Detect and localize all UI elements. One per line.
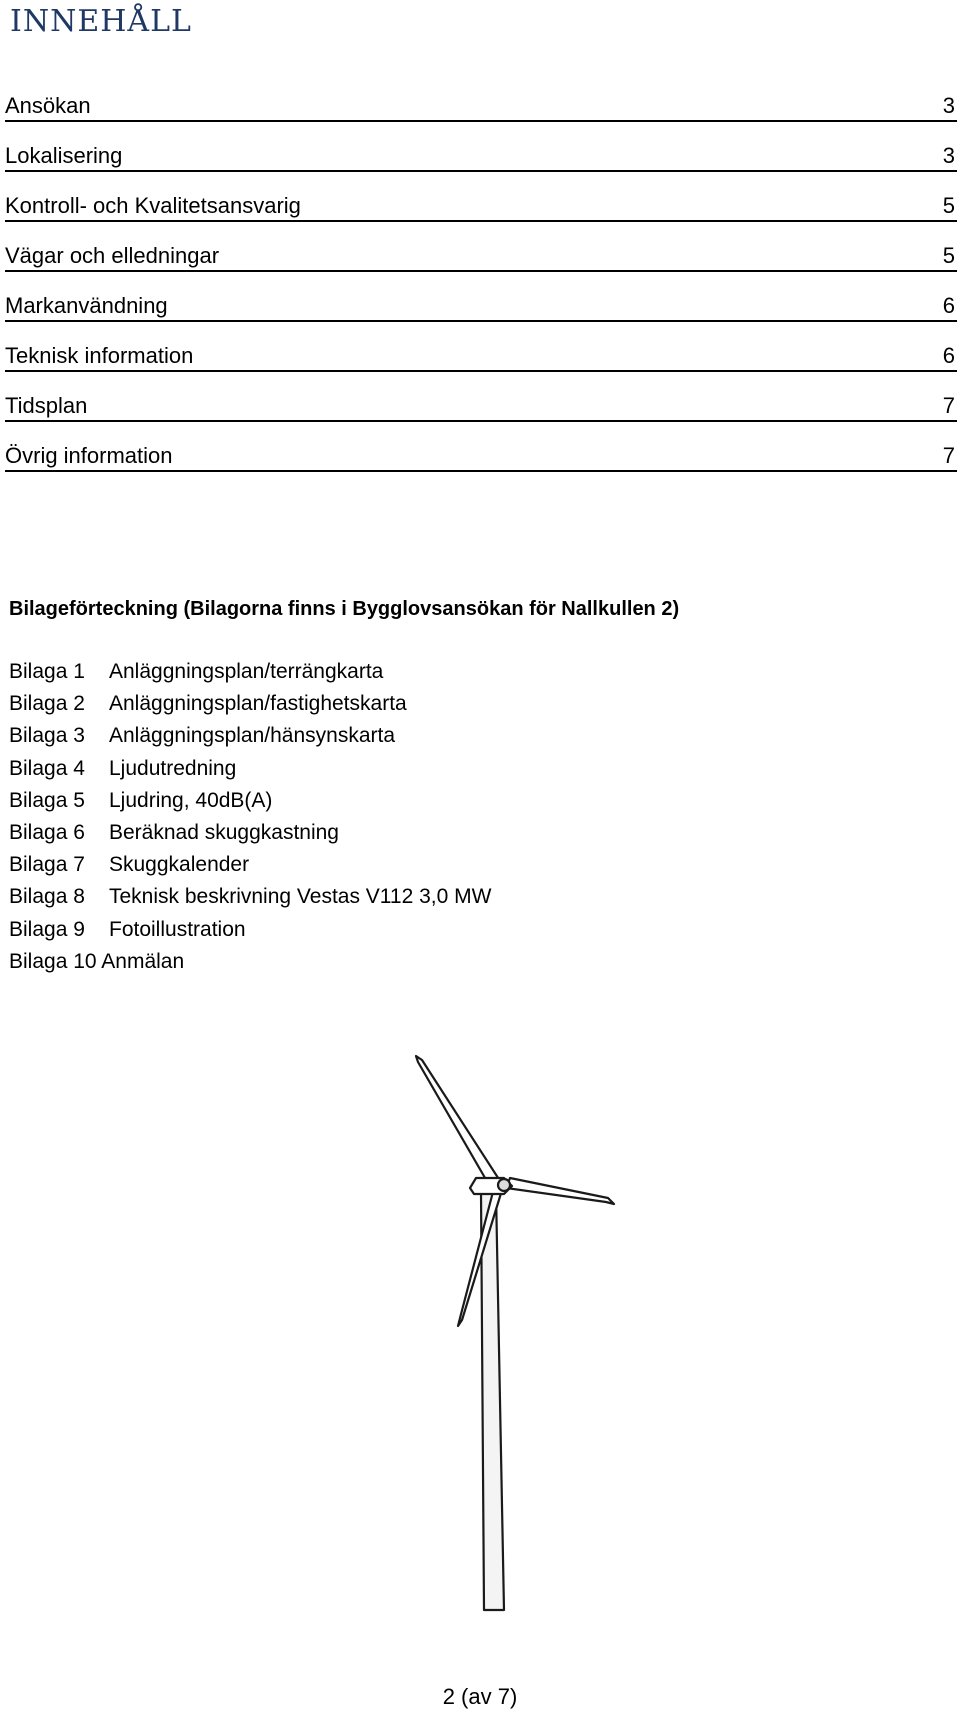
attachment-label: Ljudutredning (109, 756, 237, 780)
attachment-number: Bilaga 9 (9, 917, 85, 941)
attachment-number: Bilaga 1 (9, 660, 85, 683)
toc-label: Vägar och elledningar (5, 243, 220, 268)
attachment-label: Ljudring, 40dB(A) (109, 788, 273, 812)
attachment-label: Anläggningsplan/terrängkarta (109, 660, 384, 683)
toc-label: Lokalisering (5, 143, 123, 168)
page-number: 2 (av 7) (442, 1684, 518, 1709)
attachment-number: Bilaga 8 (9, 885, 85, 909)
toc-row (5, 372, 957, 422)
toc-row (5, 122, 957, 172)
toc-row (5, 222, 957, 272)
toc-page-number: 3 (942, 143, 955, 168)
attachment-label: Anläggningsplan/fastighetskarta (109, 692, 407, 716)
attachments-heading: Bilageförteckning (Bilagorna finns i Bygglovsansökan för Nallkullen 2) (9, 598, 680, 620)
list-item (9, 946, 491, 978)
list-item (9, 785, 491, 817)
toc-page-number: 7 (942, 443, 955, 468)
attachment-number: Bilaga 7 (9, 853, 85, 877)
attachment-label: Teknisk beskrivning Vestas V112 3,0 MW (109, 885, 492, 909)
toc-row (5, 422, 957, 472)
table-of-contents (5, 92, 957, 472)
attachment-number: Bilaga 2 (9, 692, 85, 716)
toc-label: Kontroll- och Kvalitetsansvarig (5, 193, 301, 218)
attachment-number: Bilaga 3 (9, 724, 85, 748)
toc-label: Markanvändning (5, 293, 168, 318)
page-title: INNEHÅLL (10, 4, 192, 39)
toc-label: Ansökan (5, 93, 91, 118)
attachment-label: Anmälan (101, 949, 185, 973)
attachments-list (9, 656, 491, 978)
attachment-label: Beräknad skuggkastning (109, 821, 339, 845)
toc-page-number: 6 (942, 293, 955, 318)
list-item (9, 688, 491, 720)
attachment-label: Anläggningsplan/hänsynskarta (109, 724, 396, 748)
list-item (9, 720, 491, 752)
wind-turbine-icon (400, 1050, 620, 1625)
list-item (9, 817, 491, 849)
toc-row (5, 322, 957, 372)
list-item (9, 849, 491, 881)
toc-label: Teknisk information (5, 343, 194, 368)
attachment-number: Bilaga 6 (9, 821, 85, 845)
toc-page-number: 5 (942, 243, 955, 268)
toc-row (5, 92, 957, 122)
attachment-label: Fotoillustration (109, 917, 246, 941)
list-item (9, 881, 491, 913)
toc-row (5, 272, 957, 322)
list-item (9, 753, 491, 785)
attachment-number: Bilaga 4 (9, 756, 85, 780)
list-item (9, 914, 491, 946)
list-item (9, 656, 491, 688)
toc-row (5, 172, 957, 222)
attachment-number: Bilaga 10 (9, 949, 97, 973)
attachment-label: Skuggkalender (109, 853, 250, 877)
toc-label: Övrig information (5, 443, 173, 468)
toc-page-number: 7 (942, 393, 955, 418)
attachment-number: Bilaga 5 (9, 788, 85, 812)
toc-page-number: 6 (942, 343, 955, 368)
toc-page-number: 5 (942, 193, 955, 218)
toc-page-number: 3 (942, 93, 955, 118)
toc-label: Tidsplan (5, 393, 88, 418)
